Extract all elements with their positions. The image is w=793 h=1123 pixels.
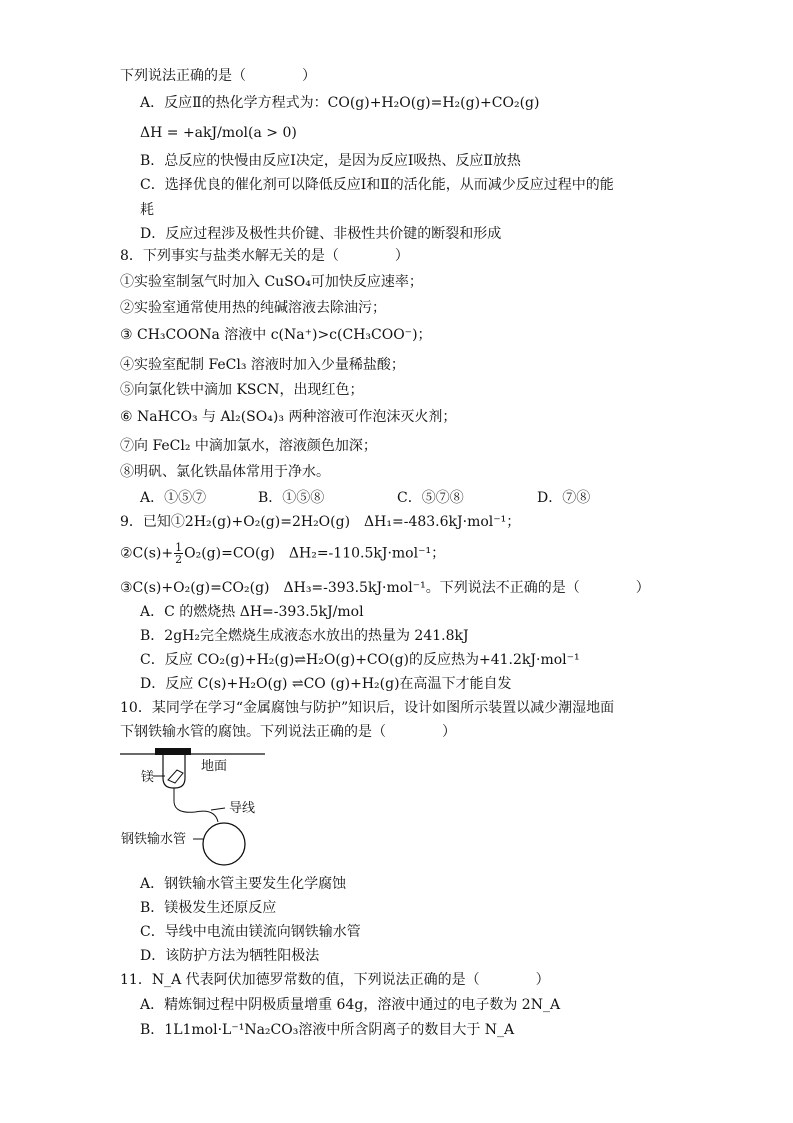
q9-equation-1: 9．已知①2H₂(g)+O₂(g)=2H₂O(g) ΔH₁=-483.6kJ·mol⁻¹； — [120, 514, 521, 530]
q9-option-a: A．C 的燃烧热 ΔH=-393.5kJ/mol — [140, 604, 364, 620]
q8-item: ②实验室通常使用热的纯碱溶液去除油污； — [120, 300, 386, 316]
q8-item: ③ CH₃COONa 溶液中 c(Na⁺)>c(CH₃COO⁻)； — [120, 327, 432, 343]
q8-option-d: D．⑦⑧ — [537, 490, 591, 506]
magnesium-block — [168, 770, 183, 783]
q11-option-b: B．1L1mol·L⁻¹Na₂CO₃溶液中所含阴离子的数目大于 N_A — [140, 1022, 515, 1038]
q9-equation-3: ③C(s)+O₂(g)=CO₂(g) ΔH₃=-393.5kJ·mol⁻¹。下列说法不正确的是（ ） — [120, 580, 650, 596]
q9-option-d: D．反应 C(s)+H₂O(g) ⇌CO (g)+H₂(g)在高温下才能自发 — [140, 676, 512, 692]
q8-item: ⑧明矾、氯化铁晶体常用于净水。 — [120, 464, 330, 480]
q11-option-a: A．精炼铜过程中阴极质量增重 64g，溶液中通过的电子数为 2N_A — [140, 997, 561, 1013]
q10-option-b: B．镁极发生还原反应 — [140, 900, 277, 916]
q10-option-c: C．导线中电流由镁流向钢铁输水管 — [140, 924, 361, 940]
label-magnesium: 镁 — [141, 770, 155, 785]
wire — [174, 788, 218, 822]
q8-item: ⑦向 FeCl₂ 中滴加氯水，溶液颜色加深； — [120, 438, 377, 454]
q7-option-a-enthalpy: ΔH = +akJ/mol(a > 0) — [140, 125, 297, 141]
q8-item: ⑥ NaHCO₃ 与 Al₂(SO₄)₃ 两种溶液可作泡沫灭火剂； — [120, 409, 457, 425]
q9-eq2-right: O₂(g)=CO(g) ΔH₂=-110.5kJ·mol⁻¹； — [184, 545, 446, 562]
q8-item: ④实验室配制 FeCl₃ 溶液时加入少量稀盐酸； — [120, 357, 405, 373]
q7-option-c-line1: C．选择优良的催化剂可以降低反应Ⅰ和Ⅱ的活化能，从而减少反应过程中的能 — [140, 177, 614, 193]
q10-option-d: D．该防护方法为牺牲阳极法 — [140, 948, 320, 964]
fraction-one-half: $\frac{1}{2}$ — [175, 541, 183, 566]
q8-item: ①实验室制氢气时加入 CuSO₄可加快反应速率； — [120, 274, 423, 290]
q7-option-a: A．反应Ⅱ的热化学方程式为：CO(g)+H₂O(g)=H₂(g)+CO₂(g) — [140, 95, 540, 111]
q8-option-c: C．⑤⑦⑧ — [397, 490, 464, 506]
q11-stem: 11．N_A 代表阿伏加德罗常数的值，下列说法正确的是（ ） — [120, 972, 550, 988]
q9-eq2-left: ②C(s)+ — [120, 545, 174, 562]
q8-option-a: A．①⑤⑦ — [140, 490, 207, 506]
q10-option-a: A．钢铁输水管主要发生化学腐蚀 — [140, 876, 347, 892]
q9-option-c: C．反应 CO₂(g)+H₂(g)⇌H₂O(g)+CO(g)的反应热为+41.2kJ·mol⁻¹ — [140, 652, 580, 668]
label-ground: 地面 — [201, 759, 228, 774]
electrode-cap — [155, 748, 191, 755]
q8-stem: 8．下列事实与盐类水解无关的是（ ） — [120, 248, 409, 264]
q8-item: ⑤向氯化铁中滴加 KSCN，出现红色； — [120, 382, 364, 398]
q10-stem-line2: 下钢铁输水管的腐蚀。下列说法正确的是（ ） — [120, 724, 456, 740]
q8-option-b: B．①⑤⑧ — [258, 490, 325, 506]
label-wire: 导线 — [229, 801, 256, 816]
q7-option-b: B．总反应的快慢由反应Ⅰ决定，是因为反应Ⅰ吸热、反应Ⅱ放热 — [140, 153, 521, 169]
q10-stem-line1: 10．某同学在学习“金属腐蚀与防护”知识后，设计如图所示装置以减少潮湿地面 — [120, 700, 615, 716]
label-steel-pipe: 钢铁输水管 — [121, 832, 187, 847]
corrosion-protection-diagram — [115, 742, 275, 872]
q9-equation-2 — [120, 542, 445, 565]
q7-option-d: D．反应过程涉及极性共价键、非极性共价键的断裂和形成 — [140, 226, 502, 242]
steel-pipe — [203, 823, 245, 865]
q7-stem: 下列说法正确的是（ ） — [120, 68, 316, 84]
q7-option-c-line2: 耗 — [140, 202, 154, 218]
wire-pointer — [211, 808, 225, 810]
q9-option-b: B．2gH₂完全燃烧生成液态水放出的热量为 241.8kJ — [140, 628, 469, 644]
